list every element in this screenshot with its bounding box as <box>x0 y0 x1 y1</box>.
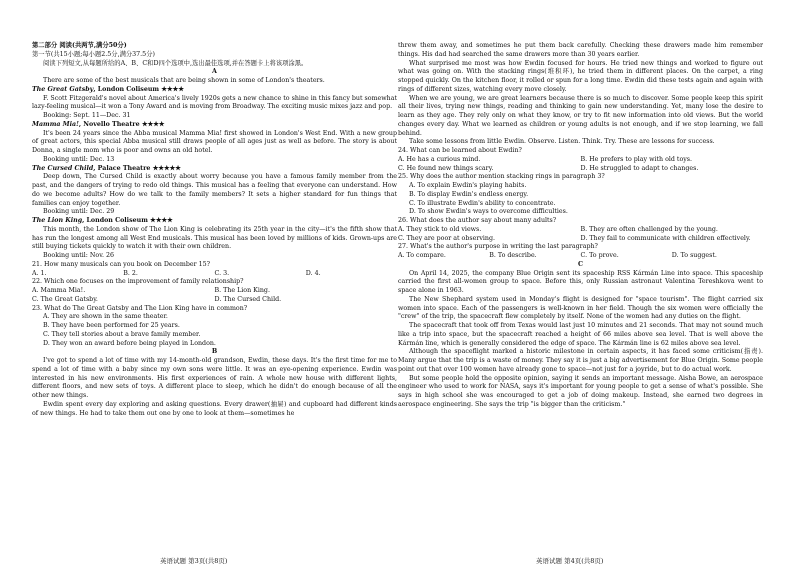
question-24-options <box>398 165 763 174</box>
show-booking: Booking: Sept. 11—Dec. 31 <box>43 112 131 119</box>
question-26-options <box>398 226 763 235</box>
question-27-options <box>398 252 763 261</box>
right-column <box>398 42 763 410</box>
show-title: Mamma Mia!, Novello Theatre ★★★★ <box>32 120 165 128</box>
option: D. To show Ewdin's ways to overcome difficulties. <box>409 208 568 216</box>
part1-title: 第一节(共15小题;每小题2.5分,满分37.5分) <box>32 50 155 58</box>
question-22: 22. Which one focuses on the improvement of family relationship? <box>32 278 244 286</box>
show-description: It's been 24 years since the Abba musical Mamma Mia! first showed in London's West End. With a new group of great actors, this special Abba musical still draws people of all ages just as well as before. The story is about Donna, a single mom who is poor and owns an old hotel. <box>32 129 397 154</box>
option: C. They are poor at observing. <box>398 234 495 242</box>
option: A. Mamma Mia!. <box>32 287 86 294</box>
question-24-options <box>398 156 763 165</box>
option: A. To compare. <box>398 252 446 259</box>
option: B. The Lion King. <box>214 287 270 294</box>
show-description: F. Scott Fitzgerald's novel about America's lively 1920s gets a new chance to shine in this fancy but somewhat lazy-feeling musical—it won a Tony Award and is moving from Broadway. The exciting music mixes jazz and pop. <box>32 94 397 111</box>
option: B. To display Ewdin's endless energy. <box>409 190 529 198</box>
question-27: 27. What's the author's purpose in writing the last paragraph? <box>398 243 598 251</box>
page-footer-right: 英语试题 第4页(共8页) <box>536 557 604 565</box>
option: C. To illustrate Ewdin's ability to concentrate. <box>409 199 556 207</box>
passage-b-paragraph: When we are young, we are great learners because there is so much to discover. Some people keep this spirit all their lives, trying new things, reading and thinking to gain new understanding. Yet, many lose the desire to learn as they age. They rely only on what they know, or try to fit new information into old views. But the world changes every day. What we learned as children or young adults is not enough, and if we stop learning, we fall behind. <box>398 94 763 137</box>
option: A. They are shown in the same theater. <box>43 313 168 321</box>
option: B. They have been performed for 25 years. <box>43 322 180 329</box>
option: D. To suggest. <box>671 252 717 259</box>
show-description: Deep down, The Cursed Child is exactly about worry because you have a famous family member from the past, and the dangers of trying to redo old things. This musical has a feeling that everyone can understand. How do we become adults? How do we talk to the family members? It sets a higher standard for fun things that families can enjoy together. <box>32 173 397 207</box>
question-22-options <box>32 296 397 305</box>
question-25: 25. Why does the author mention stacking rings in paragraph 3? <box>398 173 605 181</box>
option: C. To prove. <box>580 252 619 259</box>
question-23: 23. What do The Great Gatsby and The Lion King have in common? <box>32 304 248 312</box>
passage-c-paragraph: But some people hold the opposite opinion, saying it sends an important message. Aisha Bowe, an aerospace engineer who used to work for NASA, says it's important for young people to get a sense of what's possible. She says in high school she was encouraged to get a job of doing makeup. Instead, she earned two degrees in aerospace engineering. She says the trip "is bigger than the criticism." <box>398 374 763 408</box>
show-booking: Booking until: Nov. 26 <box>43 252 115 259</box>
option: B. 2. <box>123 269 138 277</box>
show-title: The Great Gatsby, London Coliseum ★★★★ <box>32 85 184 93</box>
option: A. He has a curious mind. <box>398 155 481 163</box>
option: C. He found new things scary. <box>398 164 494 172</box>
option: A. They stick to old views. <box>398 225 482 233</box>
option: A. 1. <box>32 269 47 277</box>
question-26-options <box>398 235 763 244</box>
passage-c-paragraph: The spacecraft that took off from Texas would last just 10 minutes and 21 seconds. That may not sound much like a trip into space, but the spacecraft reached a height of 66 miles above sea level. That is well above the Kármán line, which is generally considered the edge of space. The Kármán line is 62 miles above sea level. <box>398 322 763 347</box>
option: B. He prefers to play with old toys. <box>580 155 693 163</box>
option: C. 3. <box>214 269 230 277</box>
passage-a-label: A <box>212 68 217 76</box>
option: C. They tell stories about a brave family member. <box>43 330 201 338</box>
passage-b-paragraph: What surprised me most was how Ewdin focused for hours. He tried new things and worked to figure out what was going on. With the stacking rings(堆积环), he tried them in different places. On the carpet, a ring stopped quickly. On the kitchen floor, it rolled or spun for a long time. Ewdin did these tests again and again with rings of different sizes, watching every move closely. <box>398 59 763 93</box>
passage-c-paragraph: Although the spaceflight marked a historic milestone in certain aspects, it has faced some criticism(指责). Many argue that the trip is a waste of money. They say it is just a big advertisement for Blue Origin. Some people point out that over 100 women have already gone to space—not just for a joyride, but to do actual work. <box>398 348 763 373</box>
passage-c-label: C <box>577 260 583 268</box>
question-26: 26. What does the author say about many adults? <box>398 217 557 224</box>
passage-a-intro: There are some of the best musicals that are being shown in some of London's theaters. <box>43 77 325 84</box>
show-booking: Booking until: Dec. 29 <box>43 208 115 216</box>
show-title: The Lion King, London Coliseum ★★★★ <box>32 217 173 224</box>
option: D. The Cursed Child. <box>214 295 282 303</box>
passage-b-paragraph: I've got to spend a lot of time with my 14-month-old grandson, Ewdin, these days. It's the first time for me to spend a lot of time with a baby since my own sons were little. It was an eye-opening experience. Ewdin was interested in his new environments. His first experiences of rain. A whole new house with different lights, different floors, and new sets of toys. A different place to sleep, which he didn't do enough because of all the other new things. <box>32 357 397 399</box>
option: B. They are often challenged by the young. <box>580 225 718 233</box>
passage-b-paragraph: threw them away, and sometimes he put them back carefully. Checking these drawers made him remember things. His dad had searched the same drawers more than 30 years earlier. <box>398 42 763 58</box>
section-title: 第二部分 阅读(共两节,满分50分) <box>32 42 127 49</box>
passage-b-paragraph: Take some lessons from little Ewdin. Observe. Listen. Think. Try. These are lessons for success. <box>409 138 715 146</box>
passage-c-paragraph: On April 14, 2025, the company Blue Origin sent its spaceship RSS Kármán Line into space. This spaceship carried the first all-women group to space. Before this, only Russian astronaut Valentina Tereshkova went to space alone in 1963. <box>398 269 763 294</box>
option: D. They won an award before being played in London. <box>43 339 216 347</box>
option: D. 4. <box>305 269 321 277</box>
option: B. To describe. <box>489 252 537 259</box>
option: D. They fail to communicate with children effectively. <box>580 234 751 242</box>
option: A. To explain Ewdin's playing habits. <box>409 182 527 189</box>
show-booking: Booking until: Dec. 13 <box>43 155 115 163</box>
passage-b-paragraph: Ewdin spent every day exploring and asking questions. Every drawer(抽屉) and cupboard had different kinds of new things. He had to take them out one by one to look at them—sometimes he <box>32 400 397 417</box>
option: C. The Great Gatsby. <box>32 295 98 303</box>
passage-b-label: B <box>211 348 218 356</box>
option: D. He struggled to adapt to changes. <box>580 164 699 172</box>
left-column <box>32 42 397 418</box>
page-footer-left: 英语试题 第3页(共8页) <box>160 557 228 565</box>
question-21: 21. How many musicals can you book on December 15? <box>32 260 211 268</box>
question-22-options <box>32 287 397 296</box>
question-24: 24. What can be learned about Ewdin? <box>398 147 522 154</box>
instructions: 阅读下列短文,从每题所给的A、B、C和D四个选项中,选出最佳选项,并在答题卡上将该项涂黑。 <box>43 59 308 67</box>
passage-c-paragraph: The New Shephard system used in Monday's flight is designed for "space tourism". The flight carried six women into space. Each of the passengers is well-known in her field. Though the six women were officially the "crew" of the trip, the spacecraft flew completely by itself. None of the women had any duties on the flight. <box>398 295 763 321</box>
show-title: The Cursed Child, Palace Theatre ★★★★★ <box>32 164 181 172</box>
question-21-options <box>32 270 397 279</box>
show-description: This month, the London show of The Lion King is celebrating its 25th year in the city—it's the fifth show that has run the longest among all West End musicals. This musical has been loved by millions of kids. Grown-ups are still buying tickets quickly to watch it with their own children. <box>32 225 397 251</box>
